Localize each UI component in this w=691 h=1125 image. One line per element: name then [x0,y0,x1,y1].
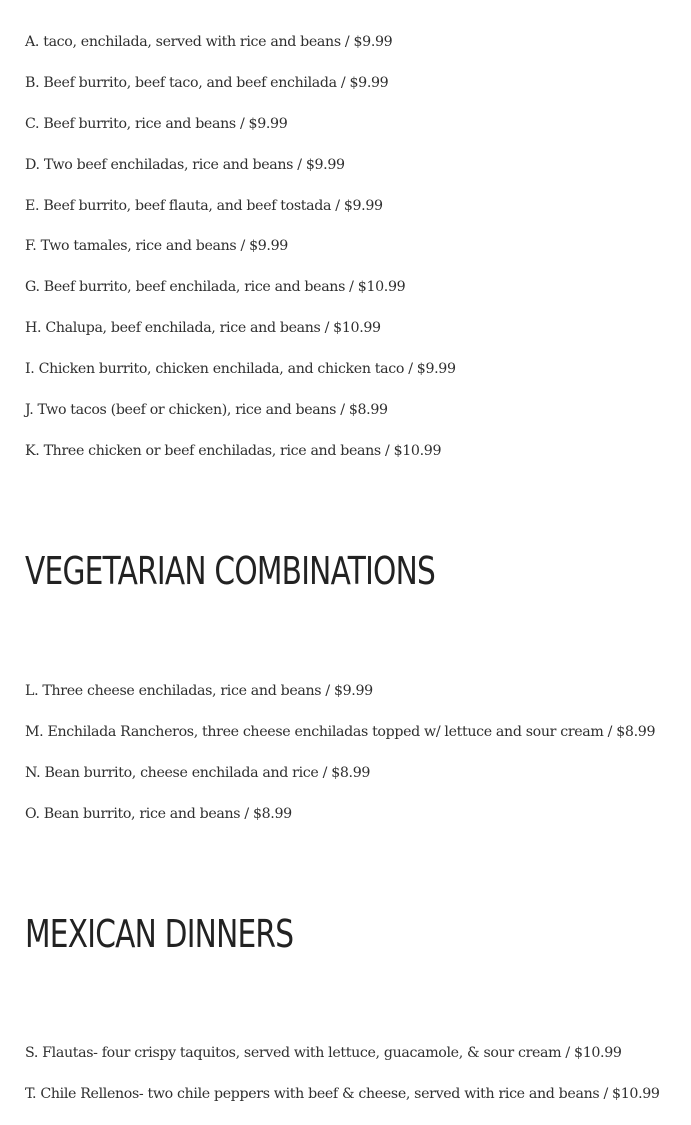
dinners-section-title: MEXICAN DINNERS [25,912,294,956]
menu-item-m: M. Enchilada Rancheros, three cheese enchiladas topped w/ lettuce and sour cream / $8.99 [25,724,656,740]
menu-item-l: L. Three cheese enchiladas, rice and beans / $9.99 [25,683,373,699]
menu-item-a: A. taco, enchilada, served with rice and beans / $9.99 [25,34,393,50]
menu-item-j: J. Two tacos (beef or chicken), rice and beans / $8.99 [25,402,388,419]
vegetarian-section-title: VEGETARIAN COMBINATIONS [25,549,436,593]
menu-item-h: H. Chalupa, beef enchilada, rice and beans / $10.99 [25,320,381,337]
menu-item-b: B. Beef burrito, beef taco, and beef enchilada / $9.99 [25,74,389,91]
menu-item-i: I. Chicken burrito, chicken enchilada, and chicken taco / $9.99 [25,361,456,378]
menu-item-d: D. Two beef enchiladas, rice and beans / $9.99 [25,156,345,173]
menu-item-g: G. Beef burrito, beef enchilada, rice and beans / $10.99 [25,279,406,296]
vegetarian-list [25,681,685,845]
combinations-list [25,32,685,482]
menu-item-e: E. Beef burrito, beef flauta, and beef tostada / $9.99 [25,197,383,214]
menu-item-t: T. Chile Rellenos- two chile peppers with beef & cheese, served with rice and beans / $10.99 [25,1086,660,1102]
menu-item-s: S. Flautas- four crispy taquitos, served with lettuce, guacamole, & sour cream / $10.99 [25,1045,622,1061]
menu-item-c: C. Beef burrito, rice and beans / $9.99 [25,115,288,132]
menu-item-f: F. Two tamales, rice and beans / $9.99 [25,238,288,255]
dinners-list [25,1043,685,1125]
menu-item-o: O. Bean burrito, rice and beans / $8.99 [25,806,292,822]
menu-item-n: N. Bean burrito, cheese enchilada and rice / $8.99 [25,765,371,781]
menu-item-k: K. Three chicken or beef enchiladas, rice and beans / $10.99 [25,442,442,459]
